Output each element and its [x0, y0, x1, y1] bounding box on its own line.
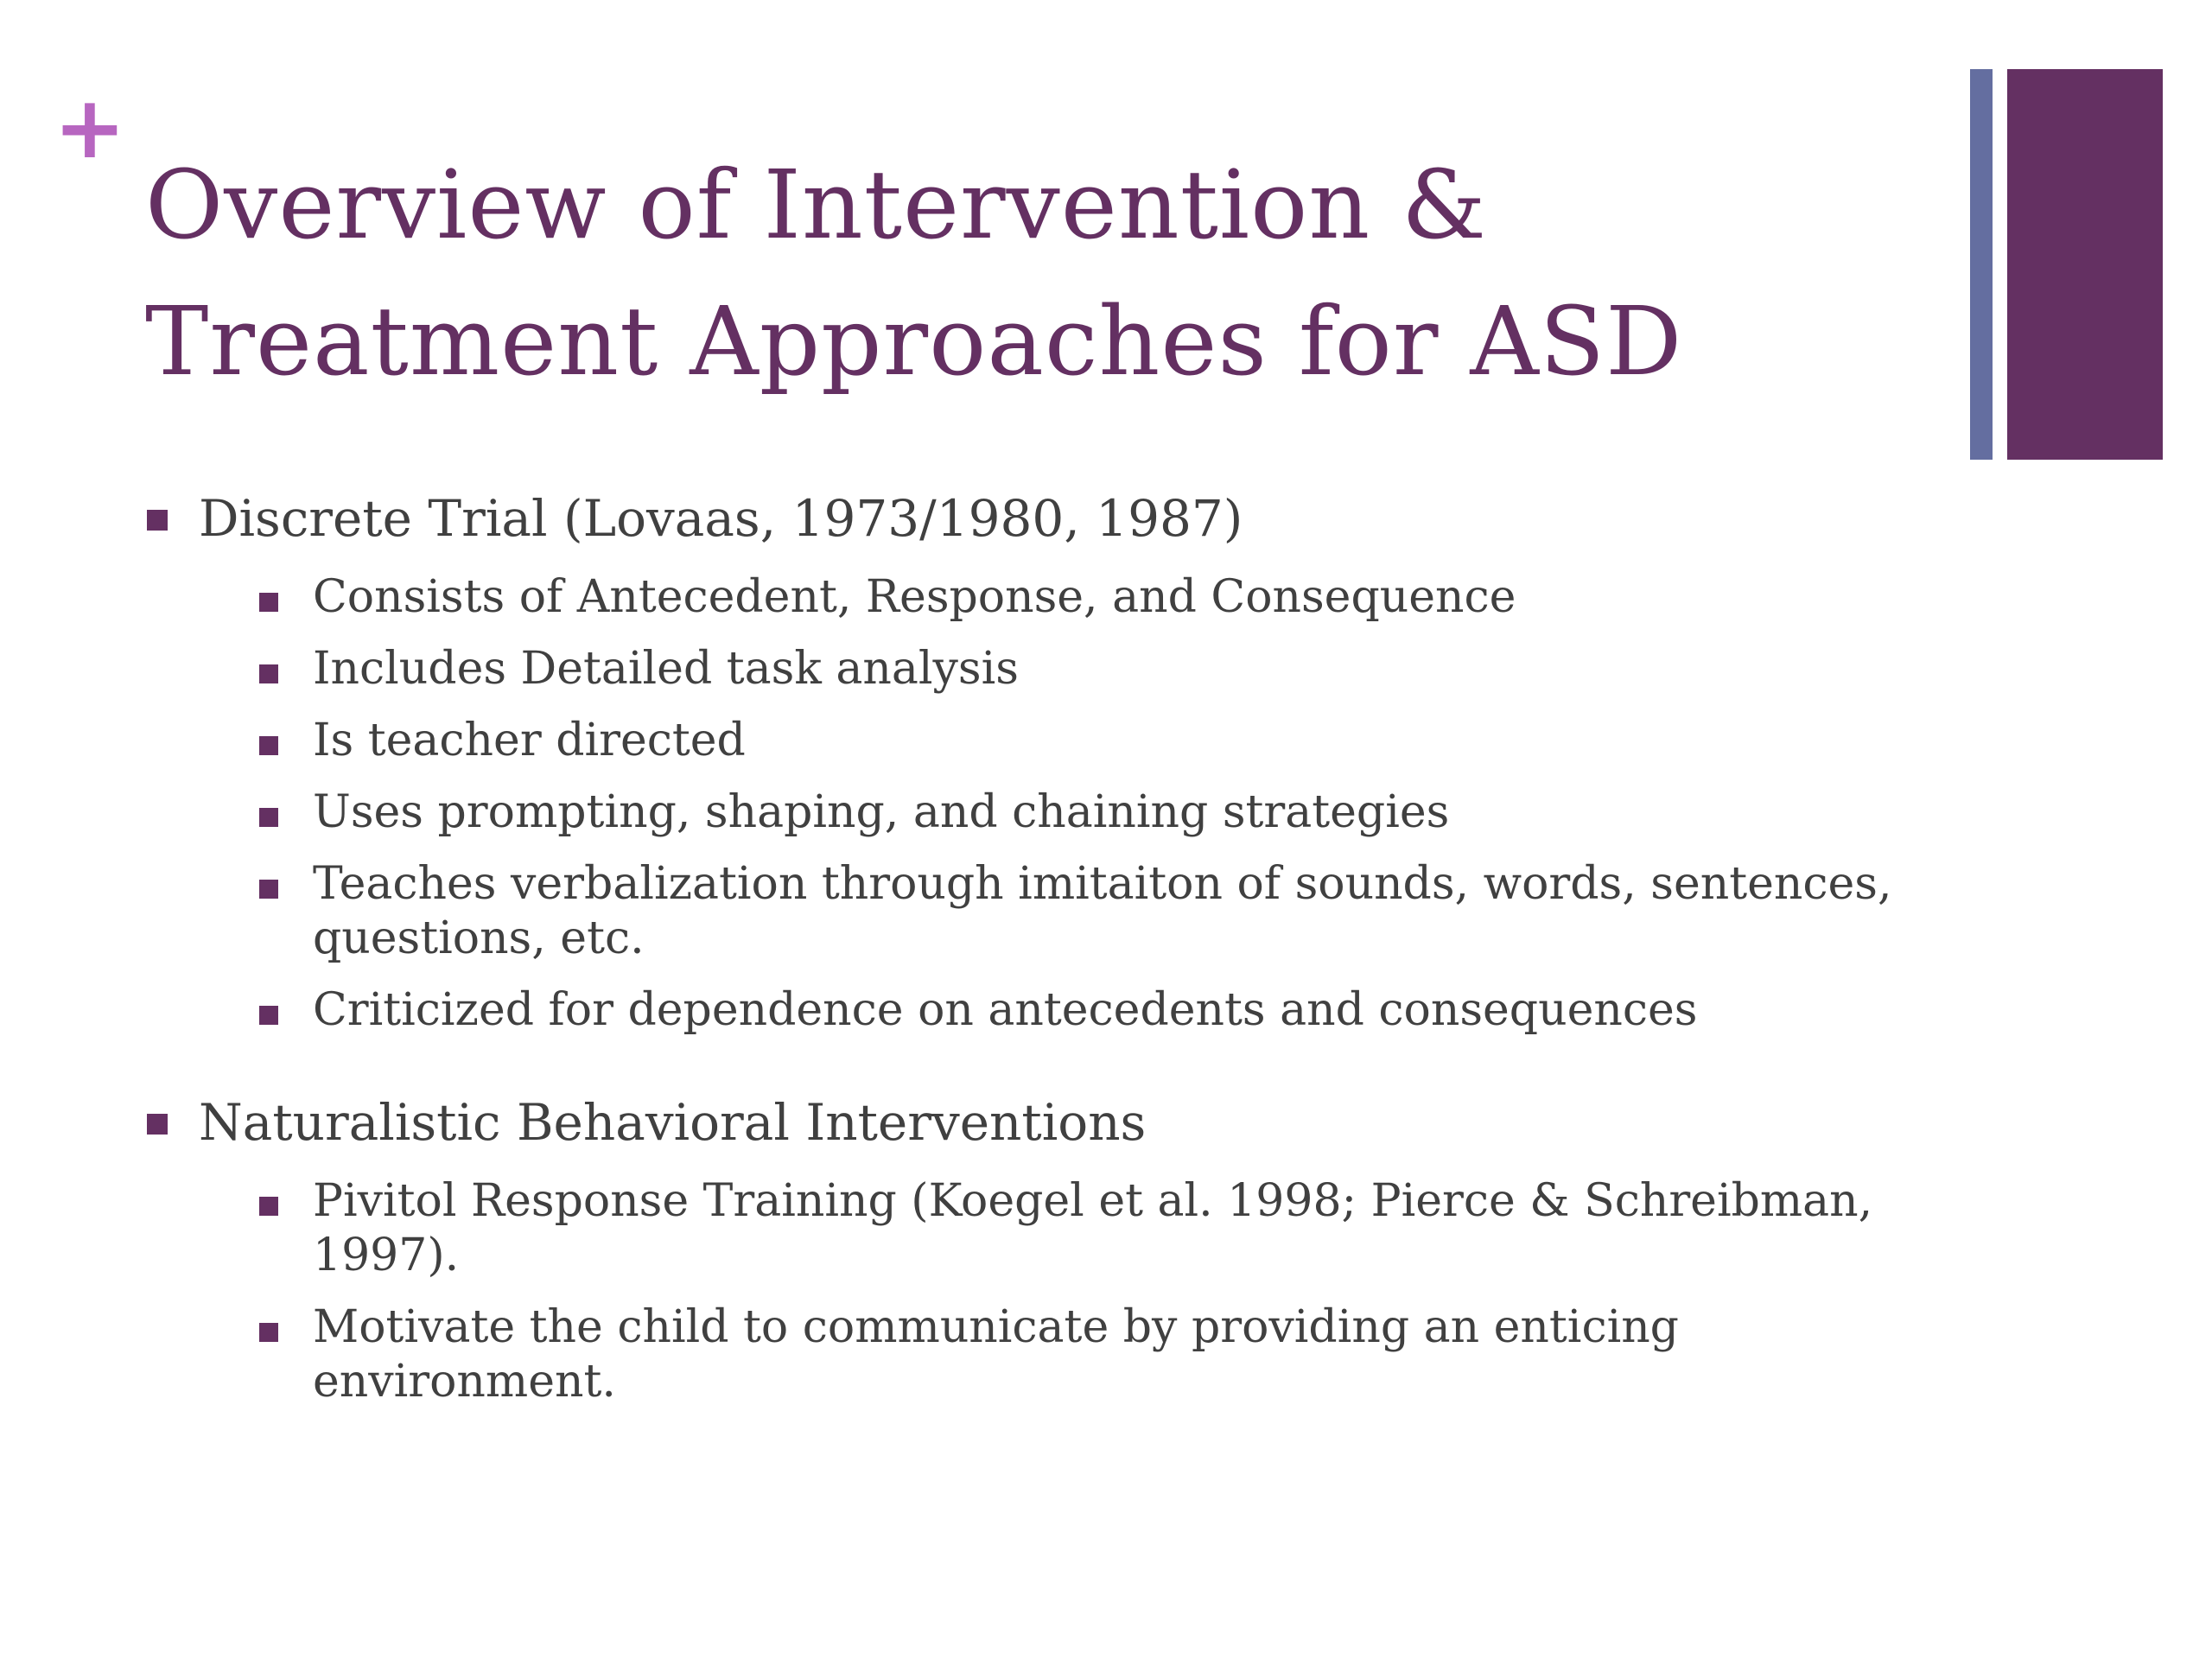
square-bullet-icon [147, 510, 168, 531]
list-item [259, 785, 1920, 840]
discrete-trial-list [145, 570, 1908, 1038]
slide-title [145, 137, 1942, 410]
square-bullet-icon [259, 736, 278, 755]
square-bullet-icon [147, 1114, 168, 1135]
square-bullet-icon [259, 808, 278, 827]
section-heading-naturalistic [145, 1088, 1908, 1157]
square-bullet-icon [259, 664, 278, 683]
list-item-text: Pivitol Response Training (Koegel et al. 1998; Pierce & Schreibman, 1997). [313, 1175, 1873, 1281]
square-bullet-icon [259, 1197, 278, 1216]
list-item-text: Teaches verbalization through imitaiton of sounds, words, sentences, questions, etc. [313, 858, 1892, 964]
list-item [259, 857, 1920, 966]
title-line-2: Treatment Approaches for ASD [145, 286, 1683, 397]
list-item [259, 1300, 1920, 1409]
section-heading-text: Naturalistic Behavioral Interventions [199, 1093, 1147, 1152]
list-item [259, 570, 1920, 625]
accent-bar-thin [1970, 69, 1993, 460]
plus-icon: + [54, 77, 126, 178]
list-item-text: Consists of Antecedent, Response, and Consequence [313, 571, 1516, 623]
square-bullet-icon [259, 880, 278, 899]
square-bullet-icon [259, 1323, 278, 1342]
square-bullet-icon [259, 593, 278, 612]
list-item [259, 642, 1920, 696]
list-item-text: Uses prompting, shaping, and chaining strategies [313, 786, 1450, 838]
list-item-text: Motivate the child to communicate by providing an enticing environment. [313, 1301, 1679, 1408]
section-spacer [145, 1038, 1908, 1088]
square-bullet-icon [259, 1006, 278, 1025]
list-item-text: Includes Detailed task analysis [313, 643, 1019, 695]
list-item [259, 1174, 1920, 1283]
naturalistic-list [145, 1174, 1908, 1409]
section-heading-text: Discrete Trial (Lovaas, 1973/1980, 1987) [199, 489, 1243, 548]
slide-content [145, 484, 1908, 1409]
list-item-text: Is teacher directed [313, 715, 746, 766]
list-item [259, 714, 1920, 768]
title-line-1: Overview of Intervention & [145, 149, 1488, 260]
section-heading-discrete-trial [145, 484, 1908, 553]
list-item-text: Criticized for dependence on antecedents and consequences [313, 984, 1698, 1036]
list-item [259, 983, 1920, 1038]
accent-bar-thick [2007, 69, 2163, 460]
